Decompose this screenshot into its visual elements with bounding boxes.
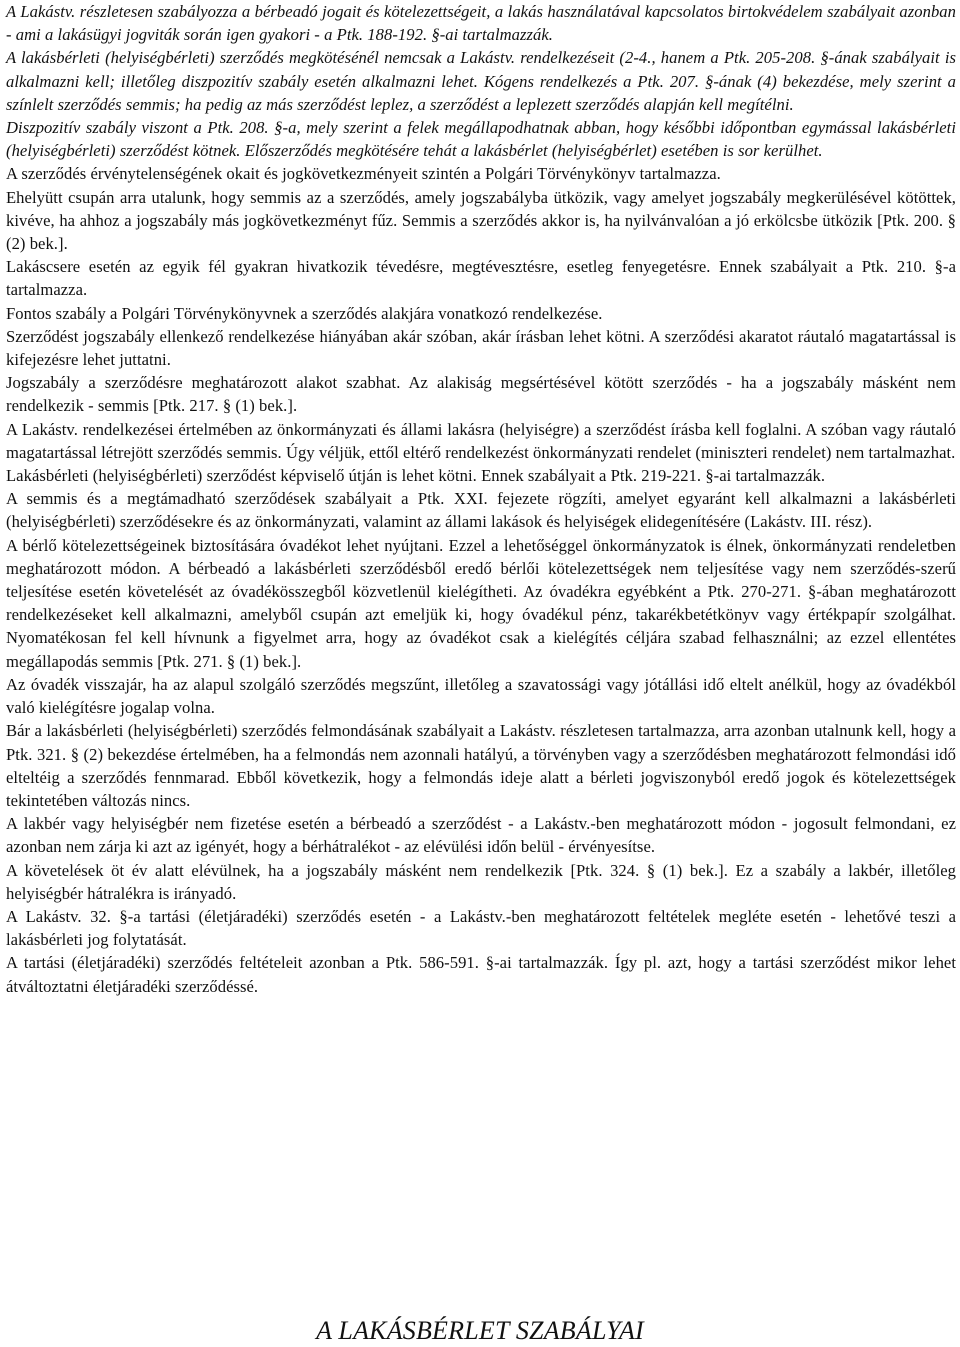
page-footer-title: A LAKÁSBÉRLET SZABÁLYAI [316,1316,644,1345]
paragraph: Jogszabály a szerződésre meghatározott alakot szabhat. Az alakiság megsértésével kötött szerződés - ha a jogszabály másként nem rendelkezik - semmis [Ptk. 217. § (1) bek.]. [6,373,956,416]
paragraph: Lakásbérleti (helyiségbérleti) szerződést képviselő útján is lehet kötni. Ennek szabályait a Ptk. 219-221. §-ai tartalmazzák. [6,466,826,486]
paragraph: A Lakástv. részletesen szabályozza a bérbeadó jogait és kötelezettségeit, a lakás használatával kapcsolatos birtokvédelem szabályait azonban - ami a lakásügyi jogviták során igen gyakori - a Ptk. 188-192. §-ai tartalmazzák. [6,2,956,45]
document-body [6,0,956,998]
paragraph: A Lakástv. 32. §-a tartási (életjáradéki) szerződés esetén - a Lakástv.-ben meghatározott feltételek megléte esetén - lehetővé teszi a lakásbérleti jog folytatását. [6,906,956,950]
paragraph: A szerződés érvénytelenségének okait és jogkövetkezményeit szintén a Polgári Törvénykönyv tartalmazza. [6,164,721,184]
paragraph: Bár a lakásbérleti (helyiségbérleti) szerződés felmondásának szabályait a Lakástv. részletesen tartalmazza, arra azonban utalnunk kell, hogy a Ptk. 321. § (2) bekezdése értelmében, ha a felmondás nem azonnali hatályú, a törvényben vagy a szerződésben meghatározott felmondási idő elteltéig a szerződés fennmarad. Ebből következik, hogy a felmondás ideje alatt a bérleti jogviszonyból eredő jogok és kötelezettségek tekintetében változás nincs. [6,721,956,810]
paragraph: A Lakástv. rendelkezései értelmében az önkormányzati és állami lakásra (helyiségre) a szerződést írásba kell foglalni. A szóban vagy ráutaló magatartással létrejött szerződés semmis. Úgy véljük, ettől eltérő rendelkezést önkormányzati rendelet (miniszteri rendelet) nem tartalmazhat. [6,419,956,462]
paragraph: A semmis és a megtámadható szerződések szabályait a Ptk. XXI. fejezete rögzíti, amelyet egyaránt kell alkalmazni a lakásbérleti (helyiségbérleti) szerződésekre és az önkormányzati, valamint az állami lakások és helyiségek elidegenítésére (Lakástv. III. rész). [6,489,956,532]
paragraph: Diszpozitív szabály viszont a Ptk. 208. §-a, mely szerint a felek megállapodhatnak abban, hogy későbbi időpontban egymással lakásbérleti (helyiségbérleti) szerződést kötnek. Előszerződés megkötésére tehát a lakásbérlet (helyiségbérlet) esetében is sor kerülhet. [6,118,956,161]
paragraph: A követelések öt év alatt elévülnek, ha a jogszabály másként nem rendelkezik [Ptk. 324. § (1) bek.]. Ez a szabály a lakbér, illetőleg helyiségbér hátralékra is irányadó. [6,860,956,903]
paragraph: Szerződést jogszabály ellenkező rendelkezése hiányában akár szóban, akár írásban lehet kötni. A szerződési akaratot ráutaló magatartással is kifejezésre lehet juttatni. [6,326,956,370]
paragraph: A lakásbérleti (helyiségbérleti) szerződés megkötésénél nemcsak a Lakástv. rendelkezéseit (2-4., hanem a Ptk. 205-208. §-ának szabályait is alkalmazni kell; illetőleg diszpozitív szabály esetén alkalmazni lehet. Kógens rendelkezés a Ptk. 207. §-ának (4) bekezdése, mely szerint a színlelt szerződés semmis; ha pedig az más szerződést leplez, a szerződést a leplezett szerződés alapján kell megítélni. [6,48,956,114]
paragraph: Lakáscsere esetén az egyik fél gyakran hivatkozik tévedésre, megtévesztésre, esetleg fenyegetésre. Ennek szabályait a Ptk. 210. §-a tartalmazza. [6,257,956,300]
paragraph: A bérlő kötelezettségeinek biztosítására óvadékot lehet nyújtani. Ezzel a lehetőséggel önkormányzatok is élnek, önkormányzati rendeletben meghatározott módon. A bérbeadó a lakásbérleti szerződésből eredő bérlői kötelezettségek nem teljesítése vagy nem szerződés-szerű teljesítése esetén követelését az óvadékösszegből közvetlenül kielégítheti. Az óvadékra egyébként a Ptk. 270-271. §-ában meghatározott rendelkezéseket kell alkalmazni, amelyből csupán azt emeljük ki, hogy óvadékul pénz, takarékbetétkönyv vagy értékpapír szolgálhat. Nyomatékosan fel kell hívnunk a figyelmet arra, hogy az óvadékot csak a kielégítés céljára szabad felhasználni; az ezzel ellentétes megállapodás semmis [Ptk. 271. § (1) bek.]. [6,535,956,671]
paragraph: Az óvadék visszajár, ha az alapul szolgáló szerződés megszűnt, illetőleg a szavatossági vagy jótállási idő eltelt anélkül, hogy az óvadékból való kielégítésre jogalap volna. [6,674,956,718]
paragraph: Fontos szabály a Polgári Törvénykönyvnek a szerződés alakjára vonatkozó rendelkezése. [6,303,603,323]
paragraph: A lakbér vagy helyiségbér nem fizetése esetén a bérbeadó a szerződést - a Lakástv.-ben meghatározott módon - jogosult felmondani, ez azonban nem zárja ki azt az igényét, hogy a bérhátralékot - az elévülési időn belül - érvényesítse. [6,814,956,857]
document-page [6,0,956,998]
paragraph: A tartási (életjáradéki) szerződés feltételeit azonban a Ptk. 586-591. §-ai tartalmazzák. Így pl. azt, hogy a tartási szerződést mikor lehet átváltoztatni életjáradéki szerződéssé. [6,953,956,996]
paragraph: Ehelyütt csupán arra utalunk, hogy semmis az a szerződés, amely jogszabályba ütközik, vagy amelyet jogszabály megkerülésével kötöttek, kivéve, ha ahhoz a jogszabály más jogkövetkezményt fűz. Semmis a szerződés akkor is, ha nyilvánvalóan a jó erkölcsbe ütközik [Ptk. 200. § (2) bek.]. [6,187,956,254]
